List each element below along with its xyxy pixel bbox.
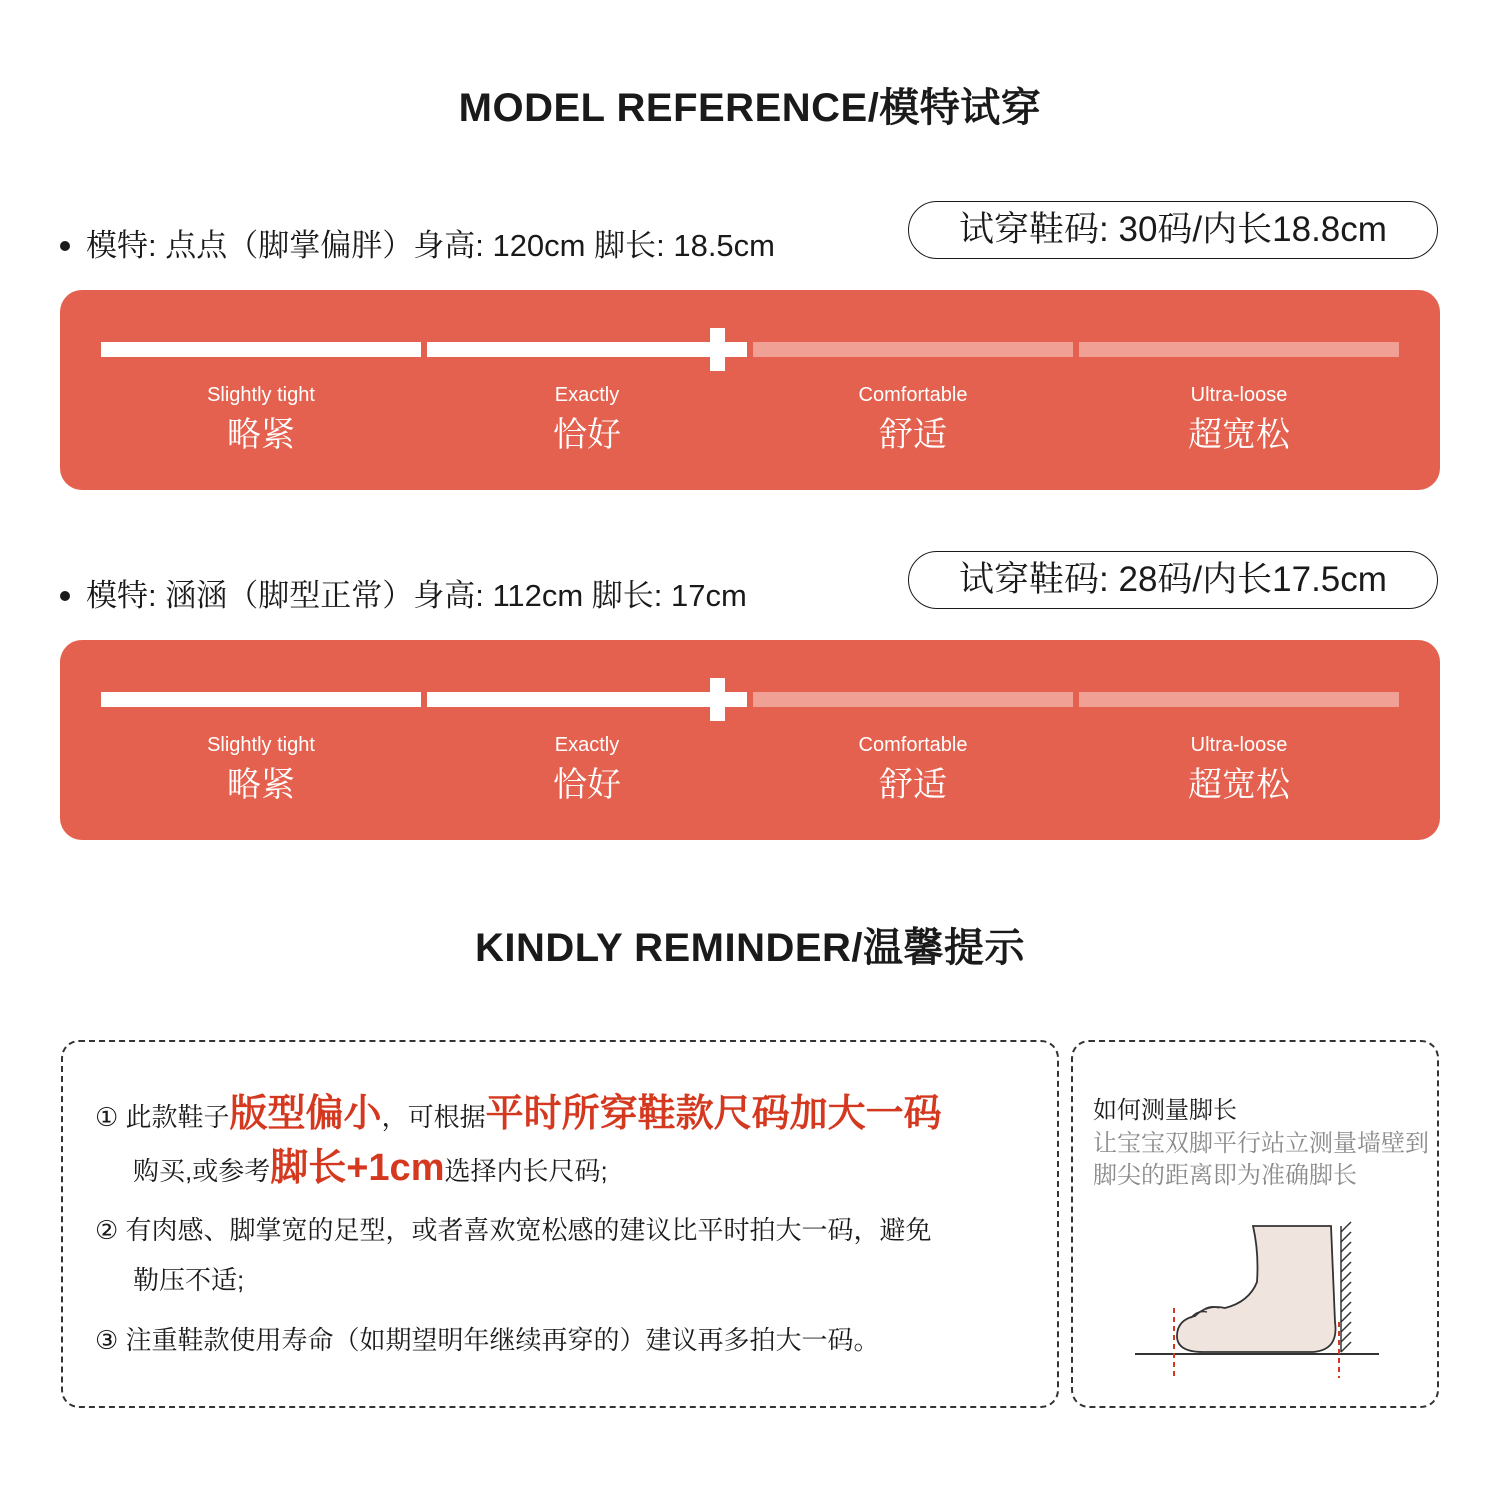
fit-segment-2: [427, 342, 747, 357]
model-2-info: [60, 570, 747, 615]
tip-text: ，可根据: [381, 1102, 486, 1132]
scale-zh: 略紧: [227, 766, 295, 804]
model-2-info-text: 模特: 涵涵（脚型正常）身高: 112cm 脚长: 17cm: [86, 578, 747, 613]
scale-label-tight: [101, 382, 421, 458]
tip-highlight: 脚长+1cm: [270, 1147, 445, 1189]
scale-en: Comfortable: [858, 734, 968, 756]
model-1-size-pill: 试穿鞋码: 30码/内长18.8cm: [908, 201, 1438, 259]
fit-segment-3: [753, 692, 1073, 707]
scale-label-comfortable: [753, 732, 1073, 808]
model-reference-title: MODEL REFERENCE/模特试穿: [458, 86, 1042, 130]
scale-zh: 略紧: [227, 416, 295, 454]
fit-segment-1: [101, 692, 421, 707]
scale-en: Comfortable: [858, 384, 968, 406]
scale-zh: 舒适: [879, 766, 947, 804]
fit-segment-3: [753, 342, 1073, 357]
scale-zh: 恰好: [553, 766, 621, 804]
fit-marker-bar: [700, 342, 747, 357]
fit-scale-panel-1: [60, 290, 1440, 490]
foot-icon: [1177, 1226, 1336, 1352]
model-1-info-text: 模特: 点点（脚掌偏胖）身高: 120cm 脚长: 18.5cm: [86, 228, 775, 263]
tip-2-line-2: 勒压不适;: [133, 1265, 245, 1295]
scale-label-ultra-loose: [1079, 382, 1399, 458]
fit-segment-1: [101, 342, 421, 357]
tip-2-line-1: ② 有肉感、脚掌宽的足型，或者喜欢宽松感的建议比平时拍大一码，避免: [95, 1215, 932, 1245]
scale-label-comfortable: [753, 382, 1073, 458]
scale-label-tight: [101, 732, 421, 808]
scale-zh: 超宽松: [1188, 766, 1290, 804]
scale-en: Ultra-loose: [1190, 734, 1288, 756]
tip-text: 选择内长尺码;: [444, 1156, 608, 1186]
fit-segment-4: [1079, 342, 1399, 357]
tip-text: 购买,或参考: [133, 1156, 271, 1186]
wall-icon: [1341, 1222, 1351, 1352]
tip-text: ① 此款鞋子: [95, 1102, 230, 1132]
scale-en: Slightly tight: [207, 384, 315, 406]
measure-title: 如何测量脚长: [1093, 1097, 1237, 1124]
scale-en: Exactly: [554, 384, 620, 406]
fit-marker-bar: [700, 692, 747, 707]
scale-label-exactly: [427, 732, 747, 808]
model-1-info: [60, 220, 775, 265]
fit-scale-panel-2: [60, 640, 1440, 840]
measure-description: 让宝宝双脚平行站立测量墙壁到脚尖的距离即为准确脚长: [1093, 1130, 1429, 1189]
scale-label-exactly: [427, 382, 747, 458]
bullet-dot-icon: [60, 591, 70, 601]
scale-zh: 超宽松: [1188, 416, 1290, 454]
fit-segment-4: [1079, 692, 1399, 707]
tip-highlight: 平时所穿鞋款尺码加大一码: [485, 1093, 942, 1135]
model-2-size-pill: 试穿鞋码: 28码/内长17.5cm: [908, 551, 1438, 609]
scale-label-ultra-loose: [1079, 732, 1399, 808]
reminder-tips-box: [61, 1040, 1059, 1408]
scale-en: Slightly tight: [207, 734, 315, 756]
bullet-dot-icon: [60, 241, 70, 251]
scale-zh: 恰好: [553, 416, 621, 454]
tip-3: ③ 注重鞋款使用寿命（如期望明年继续再穿的）建议再多拍大一码。: [95, 1325, 880, 1355]
tip-1-line-1: [95, 1088, 942, 1143]
fit-segment-2: [427, 692, 747, 707]
tip-highlight: 版型偏小: [229, 1093, 382, 1135]
scale-zh: 舒适: [879, 416, 947, 454]
foot-measure-illustration: [1073, 1212, 1437, 1382]
scale-en: Ultra-loose: [1190, 384, 1288, 406]
kindly-reminder-title: KINDLY REMINDER/温馨提示: [474, 926, 1026, 970]
scale-en: Exactly: [554, 734, 620, 756]
measure-foot-box: [1071, 1040, 1439, 1408]
tip-1-line-2: [95, 1142, 608, 1197]
